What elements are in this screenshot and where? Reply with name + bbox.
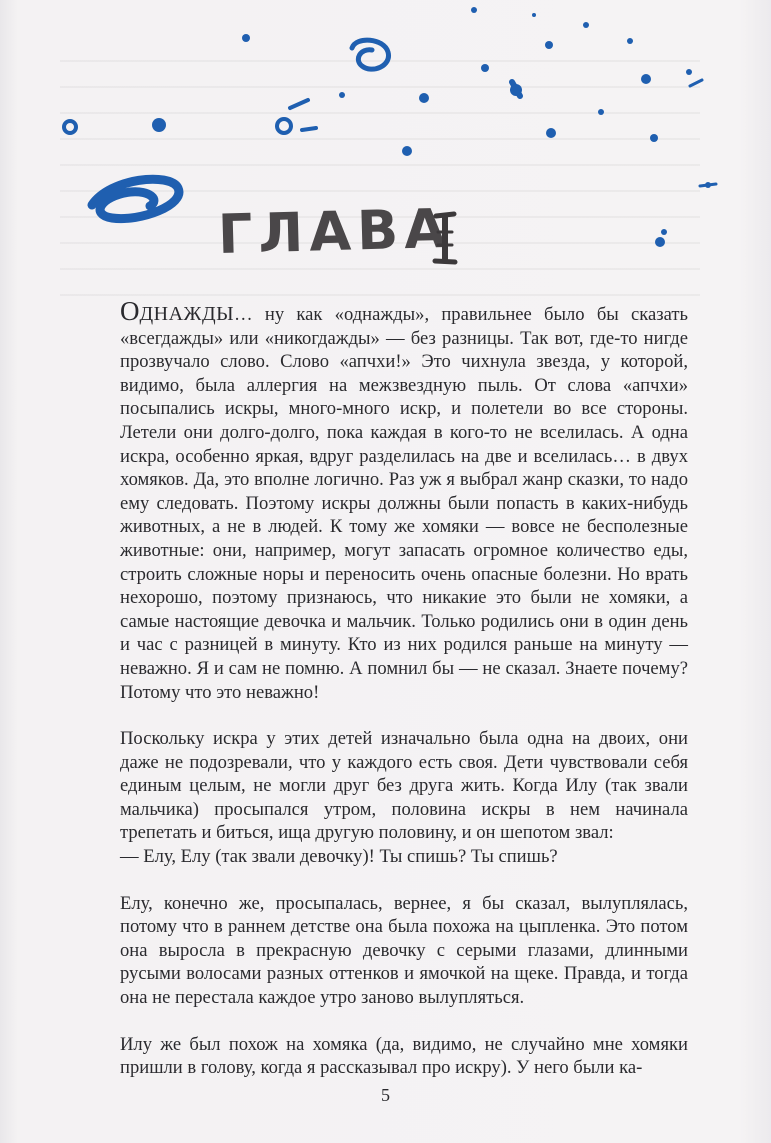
spark-dash [700,184,716,186]
spark-ring-mid [277,119,291,133]
spark-dot [152,118,166,132]
paragraph-3 [120,892,688,1010]
spark-dot [583,22,589,28]
spark-dot [419,93,429,103]
spark-dash [302,128,316,130]
paragraph-text: … ну как «однажды», правильнее было бы сказать «всегдажды» или «никогдажды» — без разницы. Так вот, где-то нигде прозвучало слово. Слово «апчхи!» Это чихнула звезда, у которой, видимо, была аллергия на межзвездную пыль. От слова «апчхи» посыпались искры, много-много искр, и полетели во все стороны. Летели они долго-долго, пока каждая в кого-то не вселилась. А одна искра, особенно яркая, вдруг разделилась на две и вселилась… в двух хомяков. Да, это вполне логично. Раз уж я выбрал жанр сказки, то надо ему следовать. Поэтому искры должны были попасть в каких-нибудь животных, а не в людей. К тому же хомяки — вовсе не бесполезные животные: они, например, могут запасать огромное количество еды, строить сложные норы и переносить очень опасные болезни. Но врать нехорошо, поэтому признаюсь, что никакие это были не хомяки, а самые настоящие девочка и мальчик. Только родились они в один день и час с разницей в минуту. Кто из них родился раньше на минуту — неважно. Я и сам не помню. А помнил бы — не сказал. Знаете почему? Потому что это неважно! [120,304,688,703]
chapter-title: ГЛАВА [217,196,453,267]
page-number: 5 [381,1085,390,1105]
dialogue-line: — Елу, Елу (так звали девочку)! Ты спишь? Ты спишь? [120,846,558,868]
spark-dot [532,13,536,17]
spark-dot [686,69,692,75]
spark-swirl-large [92,179,179,218]
spark-ring-small [64,121,76,133]
spark-ring-top [352,40,389,69]
spark-dot [655,237,665,247]
spark-dot [545,41,553,49]
spark-dot [627,38,633,44]
paragraph-text: Илу же был похож на хомяка (да, видимо, не случайно мне хомяки пришли в голову, когда я рассказывал про искру). У него были ка- [120,1033,688,1079]
initial-letter: О [120,296,140,326]
spark-dot [650,134,658,142]
chapter-numeral-i [432,210,458,266]
paragraph-1 [120,296,688,704]
spark-dot [339,92,345,98]
spark-dot [402,146,412,156]
paragraph-2 [120,727,688,869]
spark-dot [661,229,667,235]
spark-dot [471,7,477,13]
spark-dot [641,74,651,84]
spark-dot [546,128,556,138]
spark-dot [481,64,489,72]
paragraph-text: Поскольку искра у этих детей изначально была одна на двоих, они даже не подозревали, что у каждого есть своя. Дети чувствовали себя единым целым, не могли друг без друга жить. Когда Илу (так звали мальчика) просыпался утром, половина искры в нем начинала трепетать и биться, ища другую половину, и он шепотом звал: [120,728,688,844]
spark-dot [242,34,250,42]
spark-dash [290,100,308,108]
spark-dot [598,109,604,115]
lead-word: ДНАЖДЫ [139,303,235,325]
paragraph-4 [120,1033,688,1080]
chapter-body [120,296,688,1103]
paragraph-text: Елу, конечно же, просыпалась, вернее, я бы сказал, вылуплялась, потому что в раннем детстве она была похожа на цыпленка. Это потом она выросла в прекрасную девочку с серыми глазами, длинными русыми волосами разных оттенков и ямочкой на щеке. Правда, и тогда она не перестала каждое утро заново вылупляться. [120,892,688,1009]
spark-dash [690,80,702,86]
